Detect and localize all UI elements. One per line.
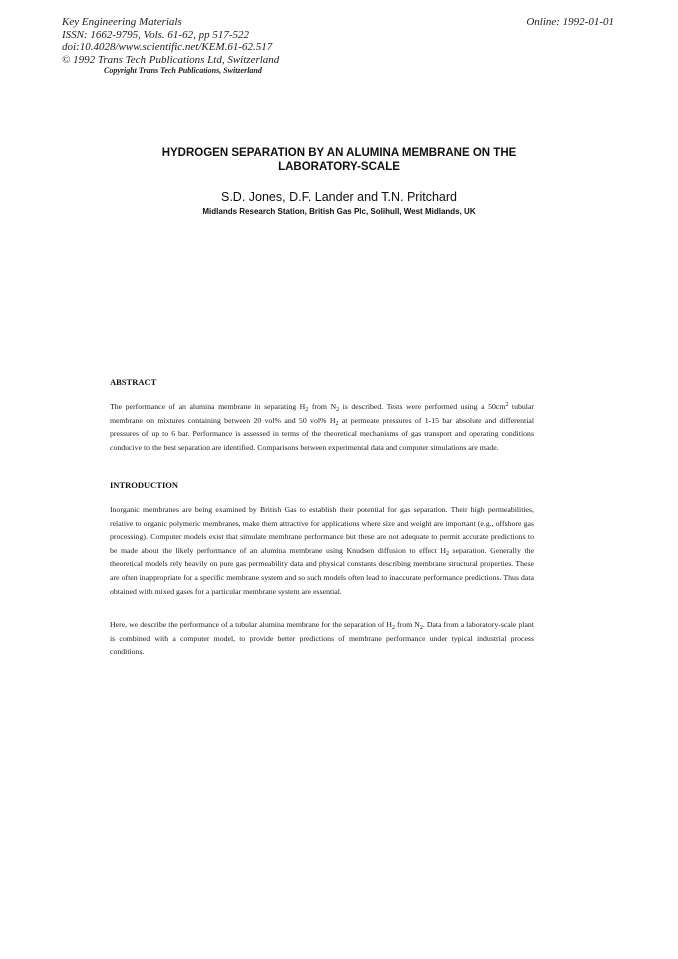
journal-publisher: © 1992 Trans Tech Publications Ltd, Switzerland [62, 53, 280, 66]
copyright-notice: Copyright Trans Tech Publications, Switzerland [104, 66, 262, 75]
journal-issn: ISSN: 1662-9795, Vols. 61-62, pp 517-522 [62, 28, 249, 41]
abstract-paragraph: The performance of an alumina membrane in separating $H_2$ from $N_2$ is described. Tests were performed using a $50cm^2$ tubular membrane on mixtures containing between 20 vol% and 50 vol% $H_2$ at permeate pressures of 1-15 bar absolute and differential pressures of up to 6 bar. Performance is assessed in terms of the theoretical mechanisms of gas transport and operating conditions conducive to the best separation are identified. Comparisons between experimental data and computer simulations are made. [110, 402, 534, 452]
title-line-1: HYDROGEN SEPARATION BY AN ALUMINA MEMBRANE ON THE [161, 147, 517, 159]
introduction-heading: INTRODUCTION [110, 480, 179, 490]
journal-doi: doi:10.4028/www.scientific.net/KEM.61-62.517 [62, 41, 273, 53]
title-line-2: LABORATORY-SCALE [278, 161, 400, 173]
paper-title [80, 146, 598, 174]
paper-authors: S.D. Jones, D.F. Lander and T.N. Pritchard [221, 190, 457, 204]
journal-header [62, 16, 279, 66]
journal-name: Key Engineering Materials [62, 16, 182, 28]
paper-affiliation: Midlands Research Station, British Gas Plc, Solihull, West Midlands, UK [202, 207, 476, 216]
online-date: Online: 1992-01-01 [526, 16, 614, 28]
abstract-heading: ABSTRACT [110, 377, 157, 387]
introduction-paragraph-1: Inorganic membranes are being examined by British Gas to establish their potential for gas separation. Their high permeabilities, relative to organic polymeric membranes, make them attractive for applications where size and weight are important (e.g., offshore gas processing). Computer models exist that simulate membrane performance but these are not adequate to permit accurate predictions to be made about the likely performance of an alumina membrane using Knudsen diffusion to effect $H_2$ separation. Generally the theoretical models rely heavily on pure gas permeability data and physical constants describing membrane structural properties. These are often inappropriate for a specific membrane system and so such models often lead to inaccurate performance predictions. Thus data obtained with mixed gases for a particular membrane system are essential. [110, 505, 534, 596]
introduction-paragraph-2: Here, we describe the performance of a tubular alumina membrane for the separation of $H_2$ from $N_2$. Data from a laboratory-scale plant is combined with a computer model, to provide better predictions of membrane performance under typical industrial process conditions. [110, 620, 534, 657]
